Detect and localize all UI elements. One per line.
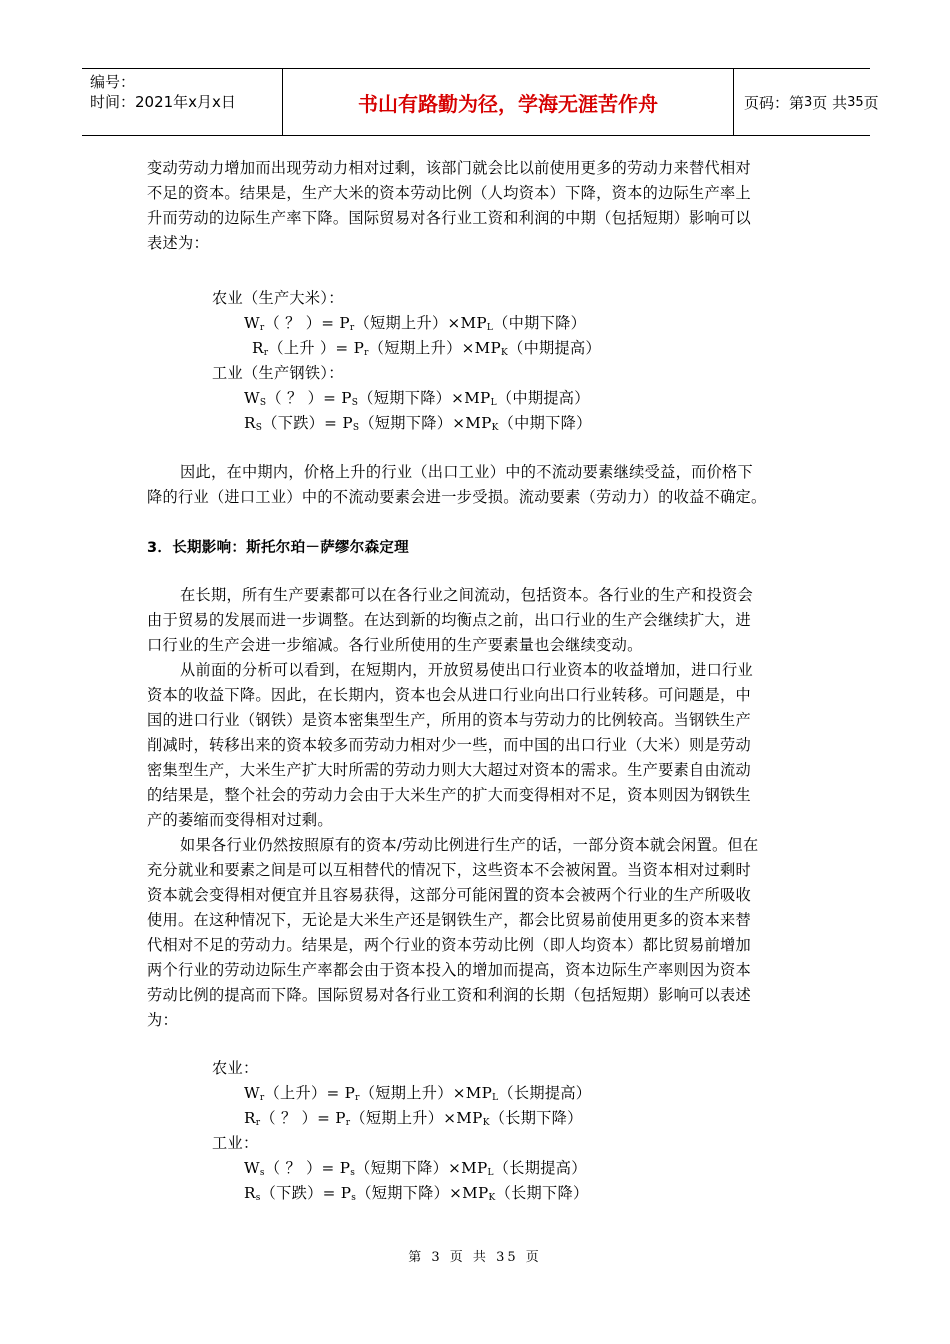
formula-long-ind-rent: $R_s$（下跌）= $P_s$（短期下降）$\times MP_K$（长期下降） bbox=[244, 1184, 589, 1203]
formula-ind-title: 工业（生产钢铁）： bbox=[212, 364, 344, 382]
document-number-label: 编号： bbox=[90, 73, 136, 91]
formula-agri-title: 农业（生产大米）： bbox=[212, 289, 344, 307]
paragraph-line: 为： bbox=[147, 1011, 178, 1029]
formula-long-ind-title: 工业： bbox=[212, 1134, 259, 1152]
formula-long-agri-title: 农业： bbox=[212, 1059, 259, 1077]
footer-current: 3 bbox=[431, 1250, 443, 1265]
section-heading: 3．长期影响：斯托尔珀－萨缪尔森定理 bbox=[147, 540, 409, 556]
footer-suffix: 页 bbox=[525, 1250, 542, 1265]
paragraph-line: 国的进口行业（钢铁）是资本密集型生产，所用的资本与劳动力的比例较高。当钢铁生产 bbox=[147, 711, 752, 729]
paragraph-line: 两个行业的劳动边际生产率都会由于资本投入的增加而提高，资本边际生产率则因为资本 bbox=[147, 961, 752, 979]
formula-long-agri-wage: $W_r$（上升）= $P_r$（短期上升）$\times MP_L$（长期提高） bbox=[244, 1084, 592, 1103]
header-motto: 书山有路勤为径，学海无涯苦作舟 bbox=[282, 69, 734, 135]
page-footer bbox=[0, 1246, 950, 1265]
paragraph-line: 产的萎缩而变得相对过剩。 bbox=[147, 811, 333, 829]
page-mid: 页 共 bbox=[812, 93, 848, 112]
formula-agri-rent: $R_r$（上升 ）= $P_r$（短期上升）$\times MP_K$（中期提高） bbox=[252, 339, 602, 358]
footer-total: 35 bbox=[496, 1250, 519, 1265]
paragraph-line: 削减时，转移出来的资本较多而劳动力相对少一些，而中国的出口行业（大米）则是劳动 bbox=[147, 736, 752, 754]
paragraph-line: 密集型生产，大米生产扩大时所需的劳动力则大大超过对资本的需求。生产要素自由流动 bbox=[147, 761, 752, 779]
paragraph-line: 充分就业和要素之间是可以互相替代的情况下，这些资本不会被闲置。当资本相对过剩时 bbox=[147, 861, 752, 879]
conclusion-line: 因此，在中期内，价格上升的行业（出口工业）中的不流动要素继续受益，而价格下 bbox=[180, 463, 754, 481]
page-current: 3 bbox=[804, 94, 813, 110]
page-total: 35 bbox=[847, 94, 864, 110]
paragraph-line: 在长期，所有生产要素都可以在各行业之间流动，包括资本。各行业的生产和投资会 bbox=[180, 586, 754, 604]
paragraph-line: 劳动比例的提高而下降。国际贸易对各行业工资和利润的长期（包括短期）影响可以表述 bbox=[147, 986, 752, 1004]
paragraph-line: 的结果是，整个社会的劳动力会由于大米生产的扩大而变得相对不足，资本则因为钢铁生 bbox=[147, 786, 752, 804]
page-prefix: 页码：第 bbox=[744, 93, 805, 112]
paragraph-line: 使用。在这种情况下，无论是大米生产还是钢铁生产，都会比贸易前使用更多的资本来替 bbox=[147, 911, 752, 929]
paragraph-line: 资本就会变得相对便宜并且容易获得，这部分可能闲置的资本会被两个行业的生产所吸收 bbox=[147, 886, 752, 904]
footer-mid: 页 共 bbox=[449, 1250, 489, 1265]
intro-line: 表述为： bbox=[147, 234, 209, 252]
formula-agri-wage: $W_r$（ ？ ）= $P_r$（短期上升）$\times MP_L$（中期下降） bbox=[244, 314, 587, 333]
header-meta bbox=[82, 69, 282, 135]
paragraph-line: 由于贸易的发展而进一步调整。在达到新的均衡点之前，出口行业的生产会继续扩大，进 bbox=[147, 611, 752, 629]
header-page-indicator bbox=[734, 69, 879, 135]
intro-line: 不足的资本。结果是，生产大米的资本劳动比例（人均资本）下降，资本的边际生产率上 bbox=[147, 184, 752, 202]
paragraph-line: 从前面的分析可以看到，在短期内，开放贸易使出口行业资本的收益增加，进口行业 bbox=[180, 661, 754, 679]
paragraph-line: 代相对不足的劳动力。结果是，两个行业的资本劳动比例（即人均资本）都比贸易前增加 bbox=[147, 936, 752, 954]
paragraph-line: 如果各行业仍然按照原有的资本/劳动比例进行生产的话，一部分资本就会闲置。但在 bbox=[180, 836, 759, 854]
intro-line: 变动劳动力增加而出现劳动力相对过剩，该部门就会比以前使用更多的劳动力来替代相对 bbox=[147, 159, 752, 177]
page-suffix: 页 bbox=[863, 93, 879, 112]
page-header bbox=[82, 68, 879, 136]
intro-line: 升而劳动的边际生产率下降。国际贸易对各行业工资和利润的中期（包括短期）影响可以 bbox=[147, 209, 752, 227]
formula-long-agri-rent: $R_r$（ ？ ）= $P_r$（短期上升）$\times MP_K$（长期下降） bbox=[244, 1109, 583, 1128]
formula-long-ind-wage: $W_s$（ ？ ）= $P_s$（短期下降）$\times MP_L$（长期提高） bbox=[244, 1159, 587, 1178]
paragraph-line: 口行业的生产会进一步缩减。各行业所使用的生产要素量也会继续变动。 bbox=[147, 636, 643, 654]
document-date: 时间：2021年x月x日 bbox=[90, 93, 236, 111]
conclusion-line: 降的行业（进口工业）中的不流动要素会进一步受损。流动要素（劳动力）的收益不确定。 bbox=[147, 488, 767, 506]
formula-ind-rent: $R_S$（下跌）= $P_S$（短期下降）$\times MP_K$（中期下降） bbox=[244, 414, 592, 433]
paragraph-line: 资本的收益下降。因此，在长期内，资本也会从进口行业向出口行业转移。可问题是，中 bbox=[147, 686, 752, 704]
formula-ind-wage: $W_S$（ ？ ）= $P_S$（短期下降）$\times MP_L$（中期提高） bbox=[244, 389, 590, 408]
footer-prefix: 第 bbox=[408, 1250, 425, 1265]
